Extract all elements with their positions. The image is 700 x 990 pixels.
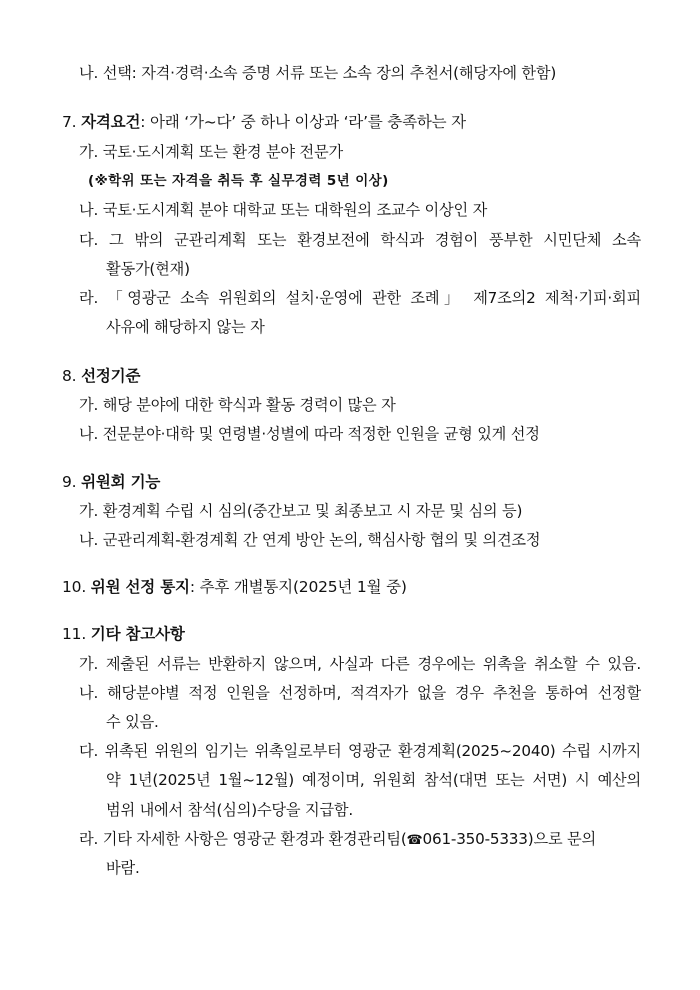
section-number: 8. [62,367,77,385]
section9-item-na: 나. 군관리계획-환경계획 간 연계 방안 논의, 핵심사항 협의 및 의견조정 [79,531,541,549]
section-title: 기타 참고사항 [90,625,185,643]
section7-heading [62,112,466,132]
section7-item-ra-cont: 사유에 해당하지 않는 자 [106,318,265,336]
section11-item-na: 나. 해당분야별 적정 인원을 선정하며, 적격자가 없을 경우 추천을 통하여 선정할 [79,684,641,702]
section7-item-na: 나. 국토·도시계획 분야 대학교 또는 대학원의 조교수 이상인 자 [79,201,488,219]
section-number: 7. [62,113,77,131]
section8-heading [62,366,140,386]
phone-number: 061-350-5333 [422,830,528,848]
section11-item-da-cont: 약 1년(2025년 1월~12월) 예정이며, 위원회 참석(대면 또는 서면) 시 예산의 [106,771,641,789]
section7-item-ra: 라. 「영광군 소속 위원회의 설치·운영에 관한 조례」 제7조의2 제척·기피·회피 [79,289,641,307]
section-number: 10. [62,578,87,596]
phone-icon: ☎ [406,833,423,848]
section7-item-da: 다. 그 밖의 군관리계획 또는 환경보전에 학식과 경험이 풍부한 시민단체 소속 [79,231,641,249]
section10-heading [62,577,407,597]
section11-heading [62,624,185,644]
section8-item-ga: 가. 해당 분야에 대한 학식과 활동 경력이 많은 자 [79,396,396,414]
section11-item-ra [79,829,641,851]
section9-heading [62,472,160,492]
section8-item-na: 나. 전문분야·대학 및 연령별·성별에 따라 적정한 인원을 균형 있게 선정 [79,425,540,443]
section-title-suffix: : 아래 ‘가~다’ 중 하나 이상과 ‘라’를 충족하는 자 [140,113,466,131]
section-title: 위원회 기능 [81,473,161,491]
section11-item-da-cont2: 범위 내에서 참석(심의)수당을 지급함. [106,801,354,819]
section-title-suffix: : 추후 개별통지(2025년 1월 중) [189,578,407,596]
section11-item-ra-cont: 바람. [106,859,140,877]
section7-note: (※학위 또는 자격을 취득 후 실무경력 5년 이상) [88,173,389,189]
section7-item-da-cont: 활동가(현재) [106,260,190,278]
section11-item-da: 다. 위촉된 위원의 임기는 위촉일로부터 영광군 환경계획(2025~2040) 수립 시까지 [79,742,641,760]
section-title: 자격요건 [81,113,141,131]
section-number: 11. [62,625,87,643]
section6-item-b: 나. 선택: 자격·경력·소속 증명 서류 또는 소속 장의 추천서(해당자에 한함) [79,64,557,82]
item-text: 라. 기타 자세한 사항은 영광군 환경과 환경관리팀(☎061-350-5333)으로 문의 [79,830,596,848]
section11-item-na-cont: 수 있음. [106,713,159,731]
section-title: 위원 선정 통지 [90,578,190,596]
section11-item-ga: 가. 제출된 서류는 반환하지 않으며, 사실과 다른 경우에는 위촉을 취소할 수 있음. [79,655,641,673]
section9-item-ga: 가. 환경계획 수립 시 심의(중간보고 및 최종보고 시 자문 및 심의 등) [79,502,523,520]
section-number: 9. [62,473,77,491]
section7-item-ga: 가. 국토·도시계획 또는 환경 분야 전문가 [79,143,343,161]
section-title: 선정기준 [81,367,141,385]
